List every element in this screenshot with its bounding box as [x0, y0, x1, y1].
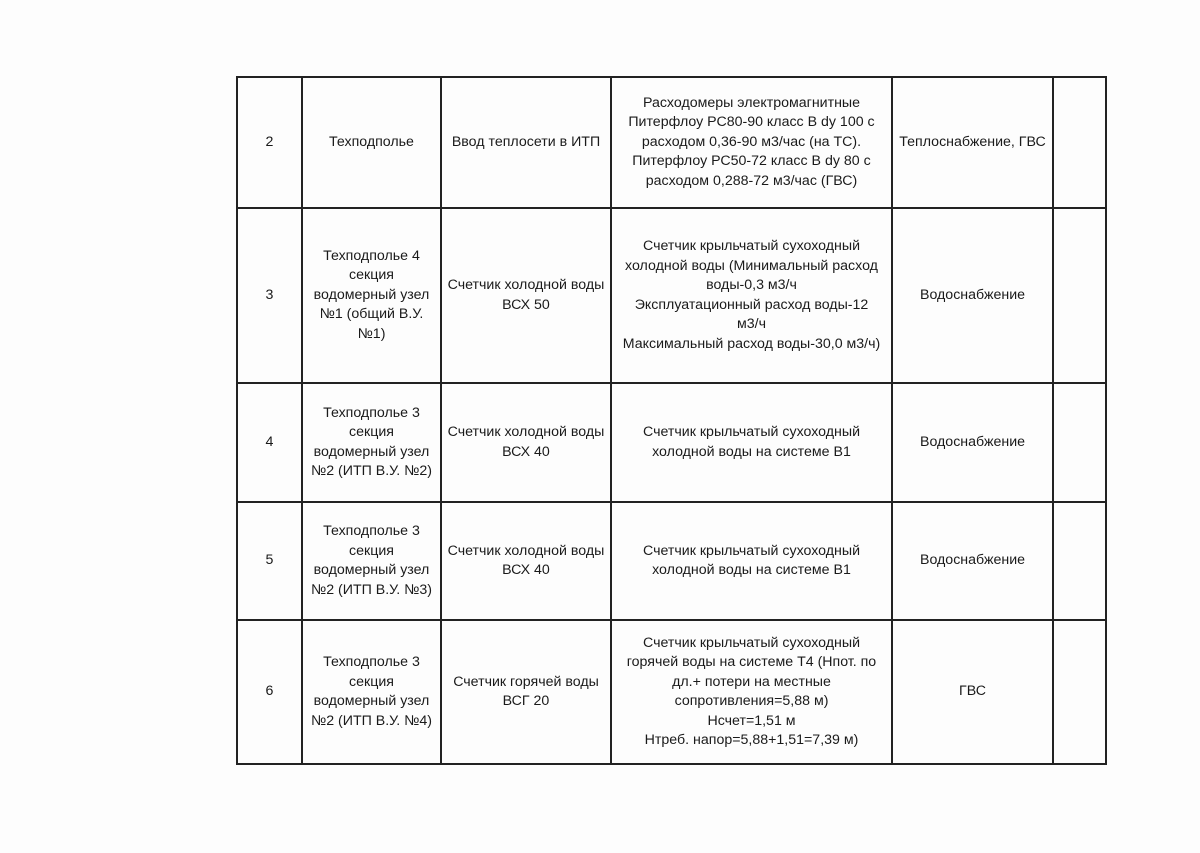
cell-note	[1053, 383, 1106, 502]
cell-system: Водоснабжение	[892, 208, 1053, 383]
cell-description: Счетчик крыльчатый сухоходный холодной воды на системе В1	[611, 502, 892, 620]
cell-device: Счетчик холодной воды ВСХ 40	[441, 502, 611, 620]
cell-description: Расходомеры электромагнитные Питерфлоу РС80-90 класс В dy 100 с расходом 0,36-90 м3/час (на ТС). Питерфлоу РС50-72 класс В dy 80 с расходом 0,288-72 м3/час (ГВС)	[611, 77, 892, 208]
table-row	[237, 77, 1106, 208]
table-row	[237, 208, 1106, 383]
cell-description: Счетчик крыльчатый сухоходный холодной воды (Минимальный расход воды-0,3 м3/ч Эксплуатационный расход воды-12 м3/ч Максимальный расход воды-30,0 м3/ч)	[611, 208, 892, 383]
cell-number: 4	[237, 383, 302, 502]
cell-device: Счетчик холодной воды ВСХ 40	[441, 383, 611, 502]
cell-system: ГВС	[892, 620, 1053, 764]
cell-location: Техподполье 3 секция водомерный узел №2 (ИТП В.У. №4)	[302, 620, 441, 764]
cell-number: 6	[237, 620, 302, 764]
cell-location: Техподполье 3 секция водомерный узел №2 (ИТП В.У. №3)	[302, 502, 441, 620]
cell-device: Счетчик холодной воды ВСХ 50	[441, 208, 611, 383]
cell-number: 2	[237, 77, 302, 208]
cell-note	[1053, 208, 1106, 383]
cell-number: 3	[237, 208, 302, 383]
cell-device: Ввод теплосети в ИТП	[441, 77, 611, 208]
table-row	[237, 502, 1106, 620]
cell-description: Счетчик крыльчатый сухоходный горячей воды на системе Т4 (Нпот. по дл.+ потери на местные сопротивления=5,88 м) Нсчет=1,51 м Нтреб. напор=5,88+1,51=7,39 м)	[611, 620, 892, 764]
cell-note	[1053, 620, 1106, 764]
cell-system: Теплоснабжение, ГВС	[892, 77, 1053, 208]
cell-note	[1053, 502, 1106, 620]
table-row	[237, 620, 1106, 764]
cell-location: Техподполье	[302, 77, 441, 208]
cell-number: 5	[237, 502, 302, 620]
cell-location: Техподполье 4 секция водомерный узел №1 (общий В.У. №1)	[302, 208, 441, 383]
cell-description: Счетчик крыльчатый сухоходный холодной воды на системе В1	[611, 383, 892, 502]
cell-note	[1053, 77, 1106, 208]
cell-system: Водоснабжение	[892, 383, 1053, 502]
table-row	[237, 383, 1106, 502]
cell-location: Техподполье 3 секция водомерный узел №2 (ИТП В.У. №2)	[302, 383, 441, 502]
cell-system: Водоснабжение	[892, 502, 1053, 620]
cell-device: Счетчик горячей воды ВСГ 20	[441, 620, 611, 764]
table-body	[237, 77, 1106, 764]
meter-spec-table	[236, 76, 1107, 765]
